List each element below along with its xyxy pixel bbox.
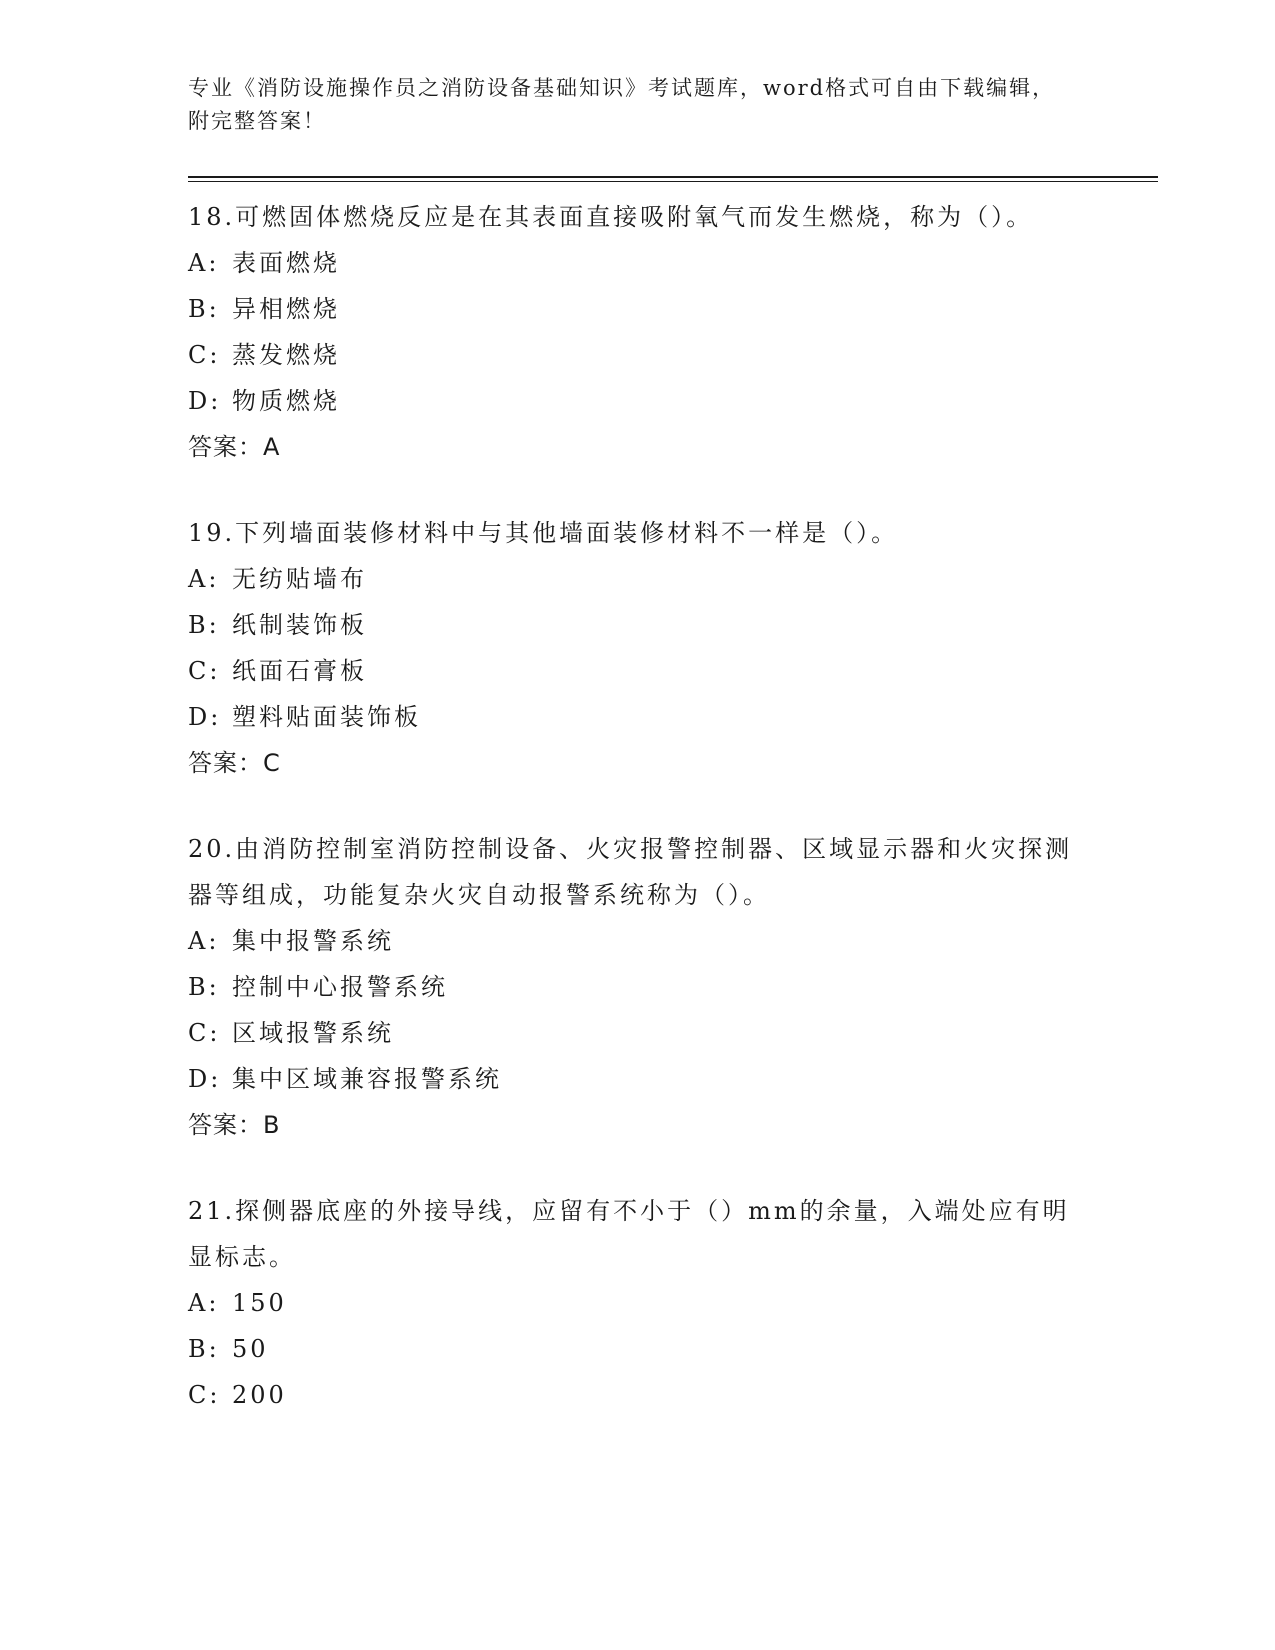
- option-c: [188, 1010, 1158, 1056]
- question-18: [188, 194, 1158, 470]
- option-b: [188, 286, 1158, 332]
- option-a: [188, 1280, 1158, 1326]
- option-letter: A:: [188, 1289, 220, 1317]
- question-stem: 21.探侧器底座的外接导线，应留有不小于（）mm的余量，入端处应有明显标志。: [188, 1197, 1070, 1271]
- option-text: 无纺贴墙布: [232, 565, 367, 593]
- option-list: [188, 918, 1158, 1102]
- question-stem: 19.下列墙面装修材料中与其他墙面装修材料不一样是（）。: [188, 519, 899, 547]
- option-text: 纸面石膏板: [232, 657, 367, 685]
- option-letter: C:: [188, 1019, 221, 1047]
- option-d: [188, 1056, 1158, 1102]
- option-text: 控制中心报警系统: [232, 973, 448, 1001]
- option-c: [188, 1372, 1158, 1418]
- option-letter: B:: [188, 973, 220, 1001]
- option-text: 50: [232, 1335, 269, 1363]
- option-d: [188, 378, 1158, 424]
- option-b: [188, 602, 1158, 648]
- question-stem: 20.由消防控制室消防控制设备、火灾报警控制器、区域显示器和火灾探测器等组成，功能复杂火灾自动报警系统称为（）。: [188, 835, 1073, 909]
- option-b: [188, 964, 1158, 1010]
- option-text: 纸制装饰板: [232, 611, 367, 639]
- option-text: 物质燃烧: [232, 387, 340, 415]
- option-text: 异相燃烧: [232, 295, 340, 323]
- answer-line: 答案：B: [188, 1111, 281, 1139]
- question-21: [188, 1188, 1158, 1418]
- option-letter: A:: [188, 565, 220, 593]
- option-text: 150: [232, 1289, 287, 1317]
- option-a: [188, 556, 1158, 602]
- answer-line: 答案：A: [188, 433, 281, 461]
- option-letter: D:: [188, 1065, 222, 1093]
- option-letter: C:: [188, 657, 221, 685]
- option-letter: B:: [188, 1335, 220, 1363]
- option-letter: B:: [188, 295, 220, 323]
- question-20: [188, 826, 1158, 1148]
- option-list: [188, 1280, 1158, 1418]
- option-c: [188, 648, 1158, 694]
- option-letter: D:: [188, 703, 222, 731]
- divider-line: [188, 181, 1158, 182]
- option-letter: C:: [188, 341, 221, 369]
- option-list: [188, 240, 1158, 424]
- option-letter: A:: [188, 249, 220, 277]
- document-page: [188, 72, 1158, 1418]
- option-list: [188, 556, 1158, 740]
- option-text: 区域报警系统: [232, 1019, 394, 1047]
- option-letter: D:: [188, 387, 222, 415]
- question-stem: 18.可燃固体燃烧反应是在其表面直接吸附氧气而发生燃烧，称为（）。: [188, 203, 1034, 231]
- option-b: [188, 1326, 1158, 1372]
- document-header: 专业《消防设施操作员之消防设备基础知识》考试题库，word格式可自由下载编辑，附完整答案！: [188, 76, 1056, 133]
- option-a: [188, 240, 1158, 286]
- option-text: 集中区域兼容报警系统: [232, 1065, 502, 1093]
- option-d: [188, 694, 1158, 740]
- option-letter: B:: [188, 611, 220, 639]
- option-letter: A:: [188, 927, 220, 955]
- answer-line: 答案：C: [188, 749, 281, 777]
- header-divider: [188, 176, 1158, 182]
- option-text: 表面燃烧: [232, 249, 340, 277]
- option-text: 集中报警系统: [232, 927, 394, 955]
- option-c: [188, 332, 1158, 378]
- option-letter: C:: [188, 1381, 221, 1409]
- option-text: 蒸发燃烧: [232, 341, 340, 369]
- option-text: 200: [232, 1381, 287, 1409]
- question-19: [188, 510, 1158, 786]
- option-text: 塑料贴面装饰板: [232, 703, 421, 731]
- divider-line: [188, 176, 1158, 178]
- option-a: [188, 918, 1158, 964]
